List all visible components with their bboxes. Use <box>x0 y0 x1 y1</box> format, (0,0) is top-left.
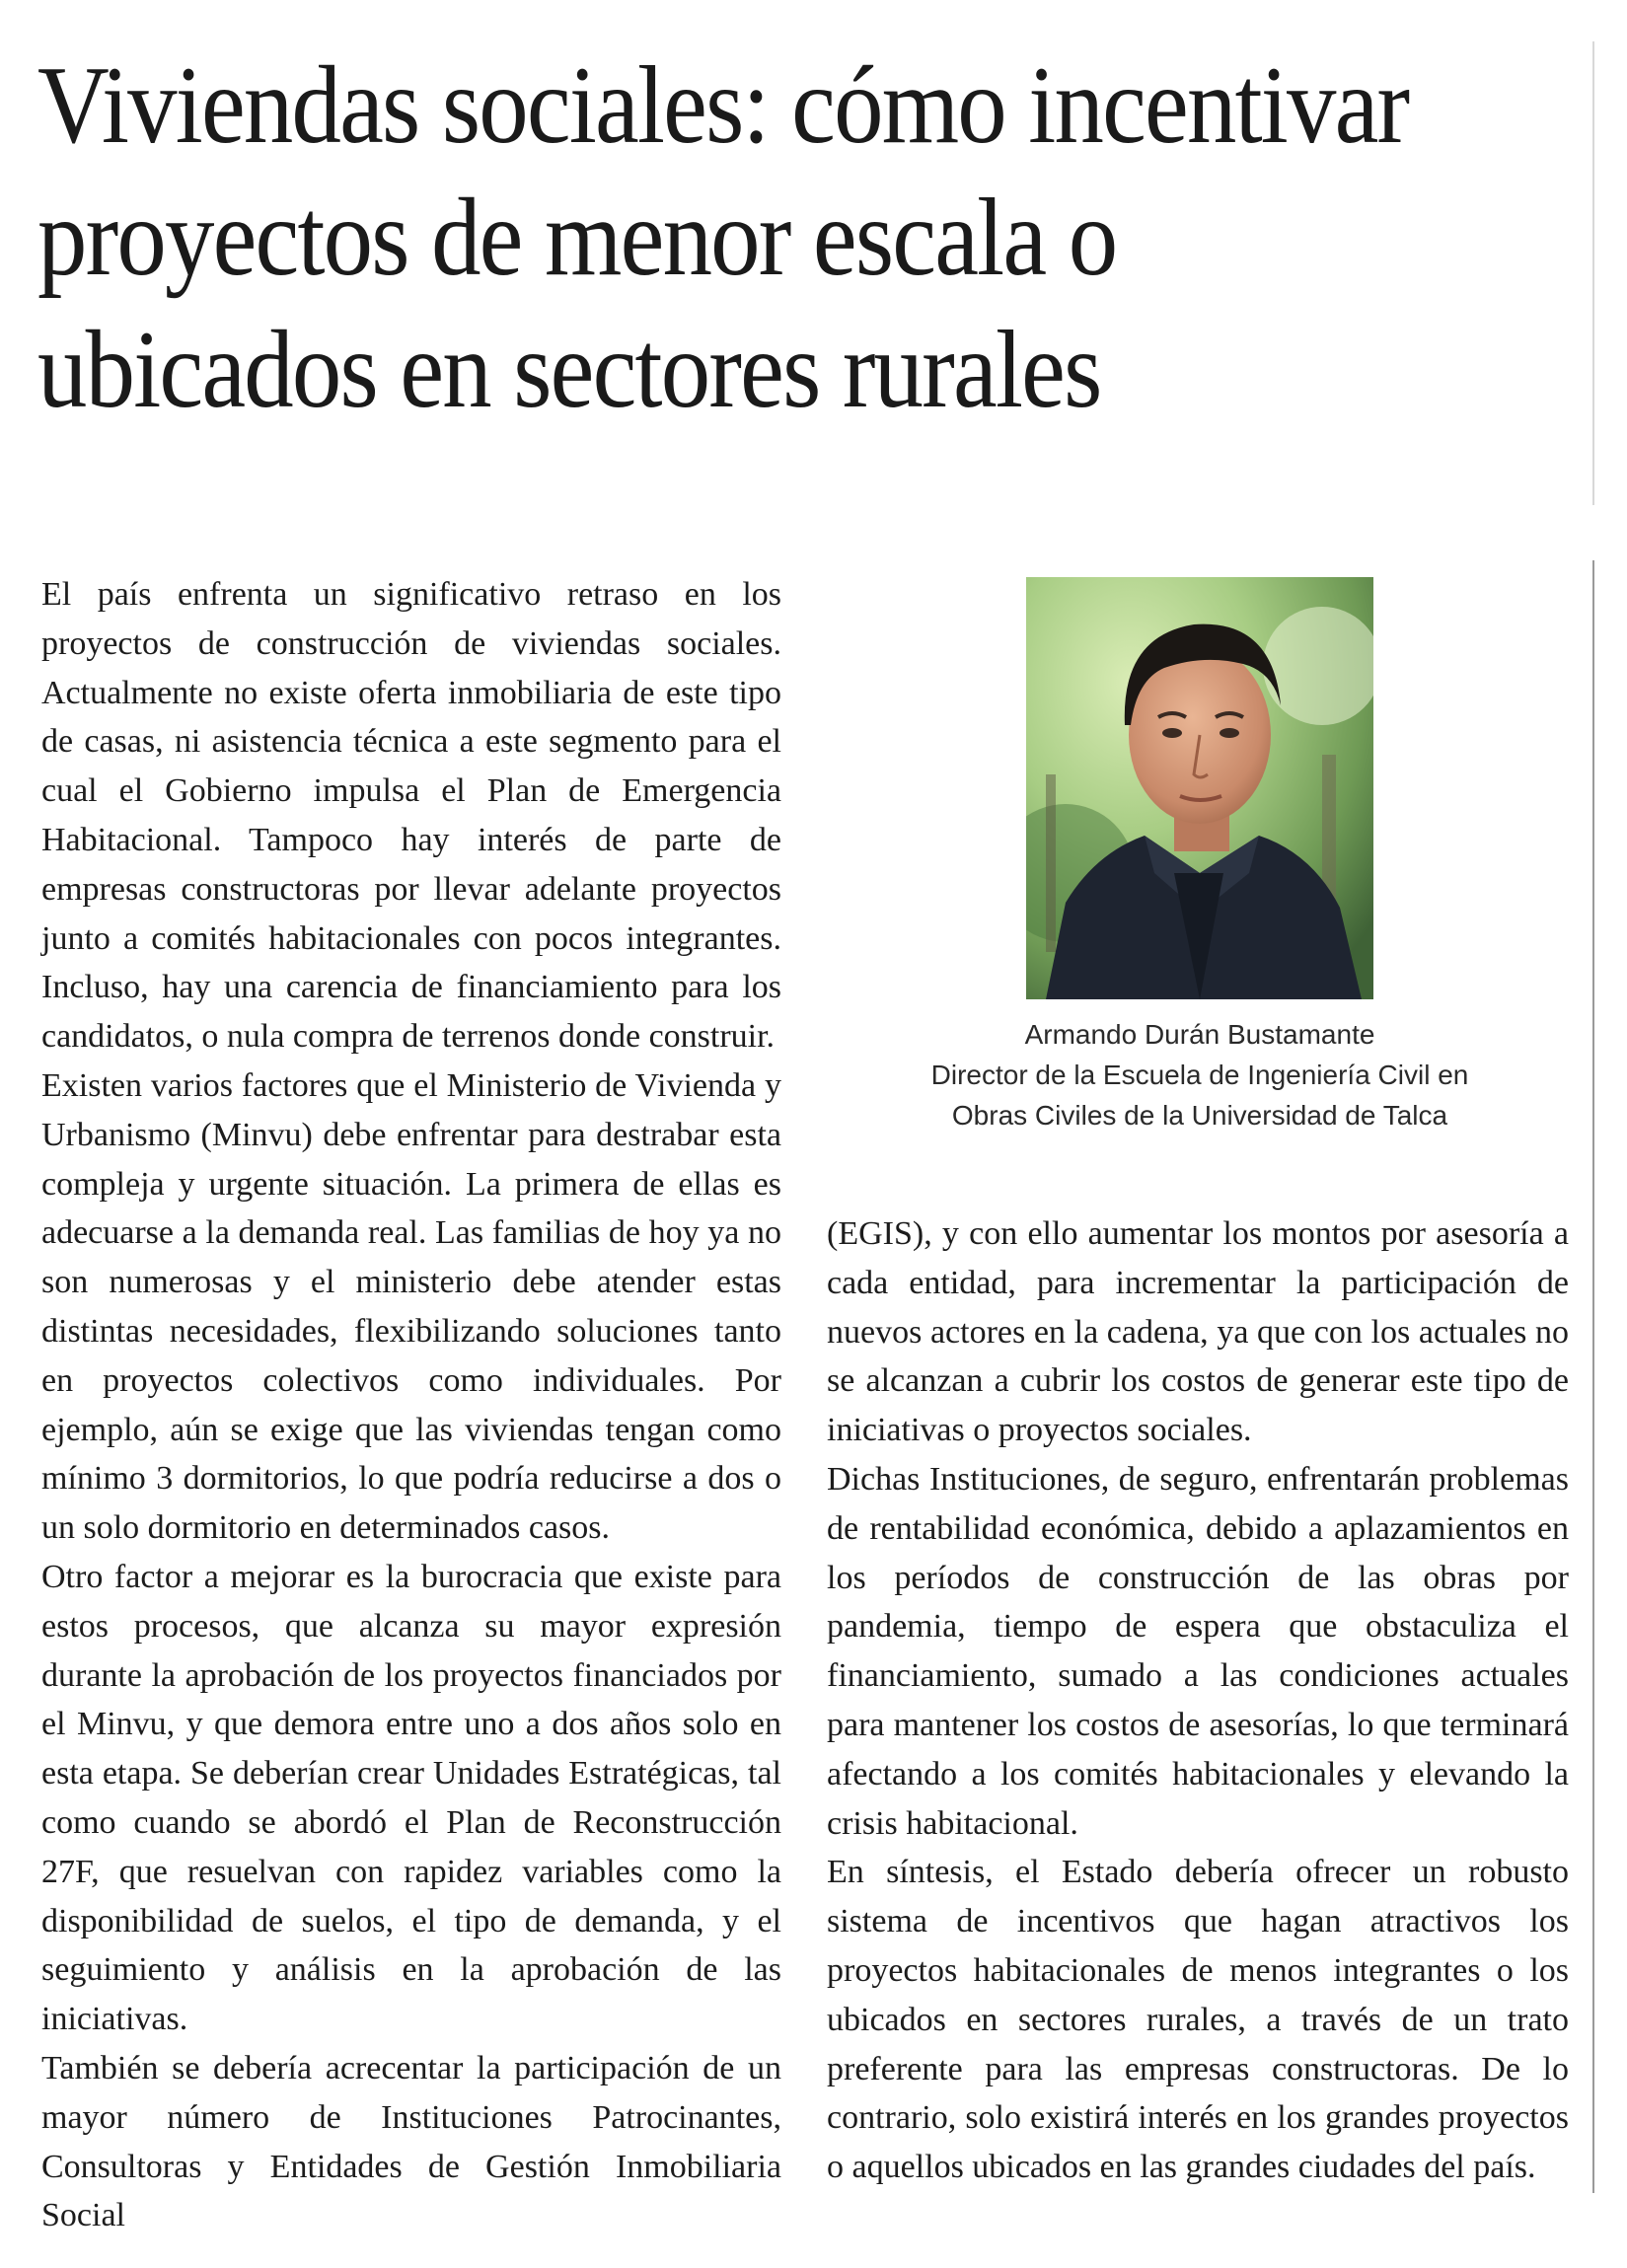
paragraph-4: También se debería acrecentar la participación de un mayor número de Instituciones Patrocinantes, Consultoras y Entidades de Gestión Inmobiliaria Social <box>41 2049 781 2234</box>
column-divider-top <box>1592 41 1594 505</box>
headline-line-3: ubicados en sectores rurales <box>37 309 1101 431</box>
article-column-right <box>827 1209 1569 2192</box>
article-column-left <box>41 570 781 2240</box>
portrait-photo-icon <box>1026 577 1373 999</box>
paragraph-5: (EGIS), y con ello aumentar los montos por asesoría a cada entidad, para incrementar la participación de nuevos actores en la cadena, ya que con los actuales no se alcanzan a cubrir los costos de generar este tipo de iniciativas o proyectos sociales. <box>827 1215 1569 1449</box>
paragraph-7: En síntesis, el Estado debería ofrecer un robusto sistema de incentivos que hagan atractivos los proyectos habitacionales de menos integrantes o los ubicados en sectores rurales, a través de un trato preferente para las empresas constructoras. De lo contrario, solo existirá interés en los grandes proyectos o aquellos ubicados en las grandes ciudades del país. <box>827 1854 1569 2186</box>
headline <box>37 39 1423 436</box>
paragraph-2: Existen varios factores que el Ministerio de Vivienda y Urbanismo (Minvu) debe enfrentar para destrabar esta compleja y urgente situación. La primera de ellas es adecuarse a la demanda real. Las familias de hoy ya no son numerosas y el ministerio debe atender estas distintas necesidades, flexibilizando soluciones tanto en proyectos colectivos como individuales. Por ejemplo, aún se exige que las viviendas tengan como mínimo 3 dormitorios, lo que podría reducirse a dos o un solo dormitorio en determinados casos. <box>41 1066 781 1547</box>
paragraph-6: Dichas Instituciones, de seguro, enfrentarán problemas de rentabilidad económica, debido a aplazamientos en los períodos de construcción de las obras por pandemia, tiempo de espera que obstaculiza el financiamiento, sumado a las condiciones actuales para mantener los costos de asesorías, lo que terminará afectando a los comités habitacionales y elevando la crisis habitacional. <box>827 1460 1569 1842</box>
headline-line-2: proyectos de menor escala o <box>37 177 1117 299</box>
paragraph-3: Otro factor a mejorar es la burocracia que existe para estos procesos, que alcanza su mayor expresión durante la aprobación de los proyectos financiados por el Minvu, y que demora entre uno a dos años solo en esta etapa. Se deberían crear Unidades Estratégicas, tal como cuando se abordó el Plan de Reconstrucción 27F, que resuelvan con rapidez variables como la disponibilidad de suelos, el tipo de demanda, y el seguimiento y análisis en la aprobación de las iniciativas. <box>41 1558 781 2038</box>
photo-caption <box>888 1014 1512 1135</box>
headline-line-1: Viviendas sociales: cómo incentivar <box>37 44 1409 167</box>
paragraph-1: El país enfrenta un significativo retraso en los proyectos de construcción de viviendas sociales. Actualmente no existe oferta inmobiliaria de este tipo de casas, ni asistencia técnica a este segmento para el cual el Gobierno impulsa el Plan de Emergencia Habitacional. Tampoco hay interés de parte de empresas constructoras por llevar adelante proyectos junto a comités habitacionales con pocos integrantes. Incluso, hay una carencia de financiamiento para los candidatos, o nula compra de terrenos donde construir. <box>41 576 781 1056</box>
caption-name: Armando Durán Bustamante <box>1024 1019 1375 1050</box>
column-divider <box>1592 560 1594 2193</box>
caption-role-line-1: Director de la Escuela de Ingeniería Civil en <box>930 1060 1469 1090</box>
caption-role-line-2: Obras Civiles de la Universidad de Talca <box>951 1100 1448 1131</box>
